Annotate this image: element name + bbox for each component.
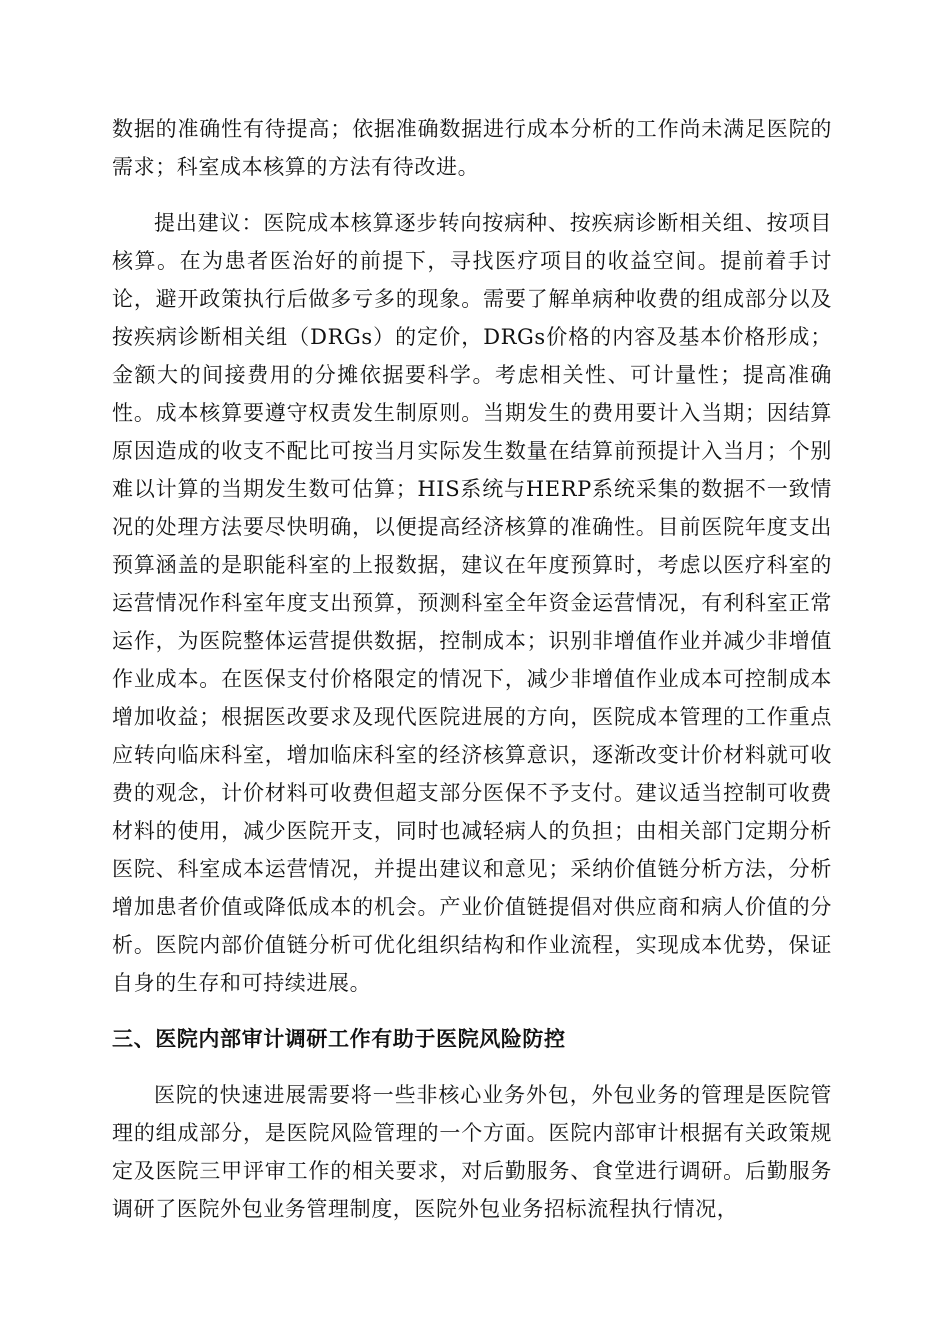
paragraph-internal-audit: 医院的快速进展需要将一些非核心业务外包，外包业务的管理是医院管理的组成部分，是医院风险管理的一个方面。医院内部审计根据有关政策规定及医院三甲评审工作的相关要求，对后勤服务、食堂进行调研。后勤服务调研了医院外包业务管理制度，医院外包业务招标流程执行情况， [112, 1083, 832, 1221]
section-heading: 三、医院内部审计调研工作有助于医院风险防控 [112, 1027, 566, 1051]
paragraph-continuation: 数据的准确性有待提高；依据准确数据进行成本分析的工作尚未满足医院的需求；科室成本核算的方法有待改进。 [112, 117, 832, 179]
paragraph-recommendations: 提出建议：医院成本核算逐步转向按病种、按疾病诊断相关组、按项目核算。在为患者医治好的前提下，寻找医疗项目的收益空间。提前着手讨论，避开政策执行后做多亏多的现象。需要了解单病种收费的组成部分以及按疾病诊断相关组（DRGs）的定价，DRGs价格的内容及基本价格形成；金额大的间接费用的分摊依据要科学。考虑相关性、可计量性；提高准确性。成本核算要遵守权责发生制原则。当期发生的费用要计入当期；因结算原因造成的收支不配比可按当月实际发生数量在结算前预提计入当月；个别难以计算的当期发生数可估算；HIS系统与HERP系统采集的数据不一致情况的处理方法要尽快明确，以便提高经济核算的准确性。目前医院年度支出预算涵盖的是职能科室的上报数据，建议在年度预算时，考虑以医疗科室的运营情况作科室年度支出预算，预测科室全年资金运营情况，有利科室正常运作，为医院整体运营提供数据，控制成本；识别非增值作业并减少非增值作业成本。在医保支付价格限定的情况下，减少非增值作业成本可控制成本增加收益；根据医改要求及现代医院进展的方向，医院成本管理的工作重点应转向临床科室，增加临床科室的经济核算意识，逐渐改变计价材料就可收费的观念，计价材料可收费但超支部分医保不予支付。建议适当控制可收费材料的使用，减少医院开支，同时也减轻病人的负担；由相关部门定期分析医院、科室成本运营情况，并提出建议和意见；采纳价值链分析方法，分析增加患者价值或降低成本的机会。产业价值链提倡对供应商和病人价值的分析。医院内部价值链分析可优化组织结构和作业流程，实现成本优势，保证自身的生存和可持续进展。 [112, 211, 832, 995]
document-body [112, 110, 832, 1246]
